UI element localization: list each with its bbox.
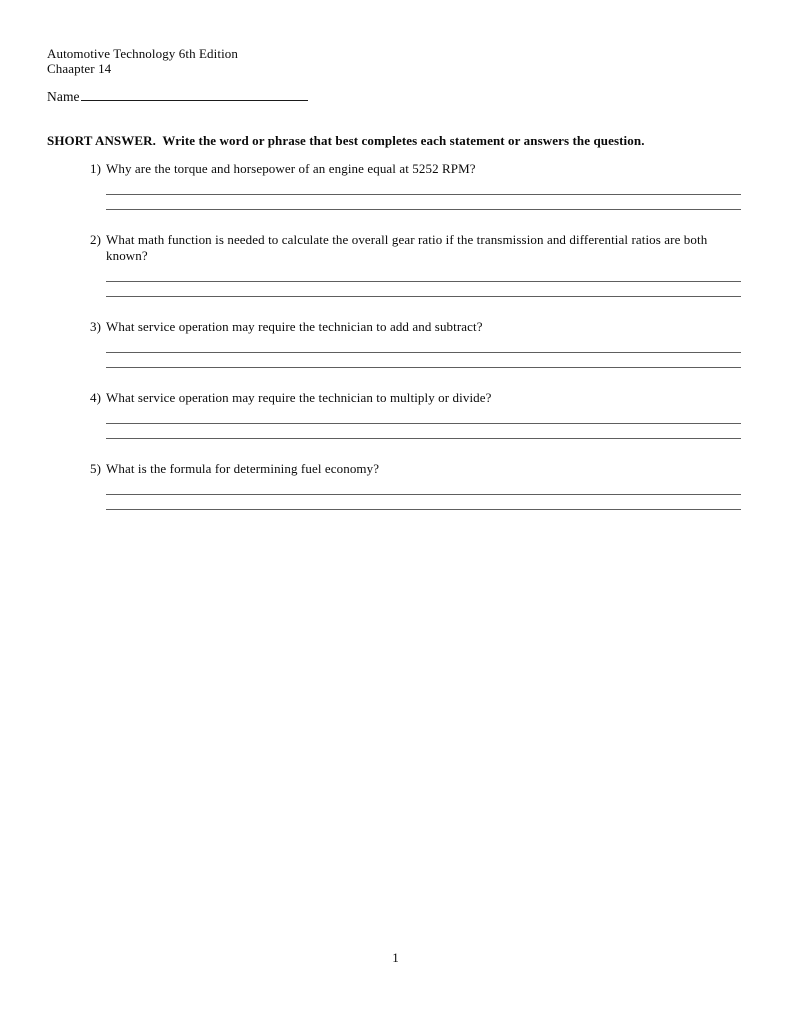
question-number: 2) [90,232,102,247]
question-block [90,232,741,297]
chapter-title: Chaapter 14 [47,61,112,76]
questions-list [90,161,741,532]
answer-blank-line [106,195,741,210]
question-number: 5) [90,461,102,476]
question-text: Why are the torque and horsepower of an engine equal at 5252 RPM? [106,161,476,176]
question-text: What math function is needed to calculate the overall gear ratio if the transmission and differential ratios are both known? [106,232,708,263]
question-number: 4) [90,390,102,405]
answer-blank-line [106,267,741,282]
answer-blank-line [106,495,741,510]
question-block [90,390,741,439]
name-label: Name [47,89,80,104]
answer-blank-line [106,353,741,368]
question-block [90,461,741,510]
answer-blank-line [106,282,741,297]
question-number: 1) [90,161,102,176]
section-instructions: SHORT ANSWER. Write the word or phrase that best completes each statement or answers the question. [47,133,645,148]
question-block [90,161,741,210]
answer-blank-line [106,480,741,495]
name-row [47,88,308,105]
question-text: What service operation may require the technician to multiply or divide? [106,390,492,405]
document-header [47,46,238,76]
answer-blank-line [106,424,741,439]
question-number: 3) [90,319,102,334]
course-title: Automotive Technology 6th Edition [47,46,238,61]
answer-blank-line [106,409,741,424]
page-footer [0,950,791,966]
name-blank-line [81,88,308,101]
page-number: 1 [392,950,399,965]
answer-blank-line [106,338,741,353]
question-text: What is the formula for determining fuel economy? [106,461,380,476]
question-block [90,319,741,368]
answer-blank-line [106,180,741,195]
question-text: What service operation may require the technician to add and subtract? [106,319,483,334]
